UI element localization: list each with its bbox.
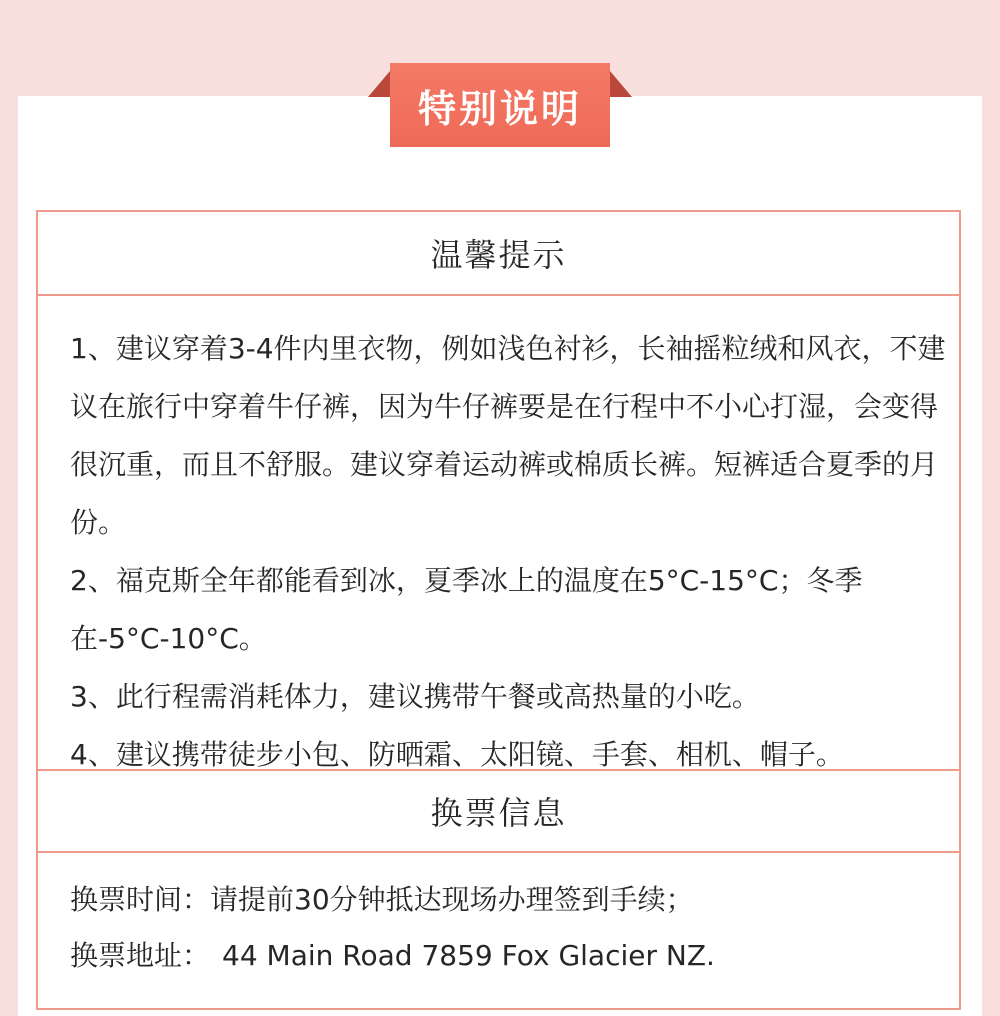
special-notes-banner <box>368 63 632 147</box>
ribbon-fold-left <box>368 71 390 97</box>
divider <box>38 851 959 853</box>
ticket-time-row <box>70 872 950 928</box>
tip-item: 2、福克斯全年都能看到冰，夏季冰上的温度在5°C-15°C；冬季在-5°C-10°C。 <box>70 564 863 655</box>
tip-item: 1、建议穿着3-4件内里衣物，例如浅色衬衫，长袖摇粒绒和风衣，不建议在旅行中穿着牛仔裤，因为牛仔裤要是在行程中不小心打湿，会变得很沉重，而且不舒服。建议穿着运动裤或棉质长裤。短裤适合夏季的月份。 <box>70 332 946 539</box>
ribbon <box>390 63 610 147</box>
ticket-time-label: 换票时间： <box>70 883 211 916</box>
tips-list <box>70 320 950 784</box>
divider <box>38 294 959 296</box>
tips-section-title: 温馨提示 <box>430 236 567 274</box>
ticket-address-label: 换票地址： <box>70 939 211 972</box>
ribbon-fold-right <box>610 71 632 97</box>
info-table <box>36 210 961 1010</box>
tip-item: 4、建议携带徒步小包、防晒霜、太阳镜、手套、相机、帽子。 <box>70 738 844 771</box>
tip-item: 3、此行程需消耗体力，建议携带午餐或高热量的小吃。 <box>70 680 760 713</box>
ticket-section-title: 换票信息 <box>430 794 567 832</box>
ticket-address-row <box>70 928 950 984</box>
ticket-time-value: 请提前30分钟抵达现场办理签到手续； <box>210 883 694 916</box>
ticket-address-value: 44 Main Road 7859 Fox Glacier NZ. <box>222 939 715 972</box>
banner-title: 特别说明 <box>417 86 582 131</box>
ticket-info <box>70 872 950 984</box>
